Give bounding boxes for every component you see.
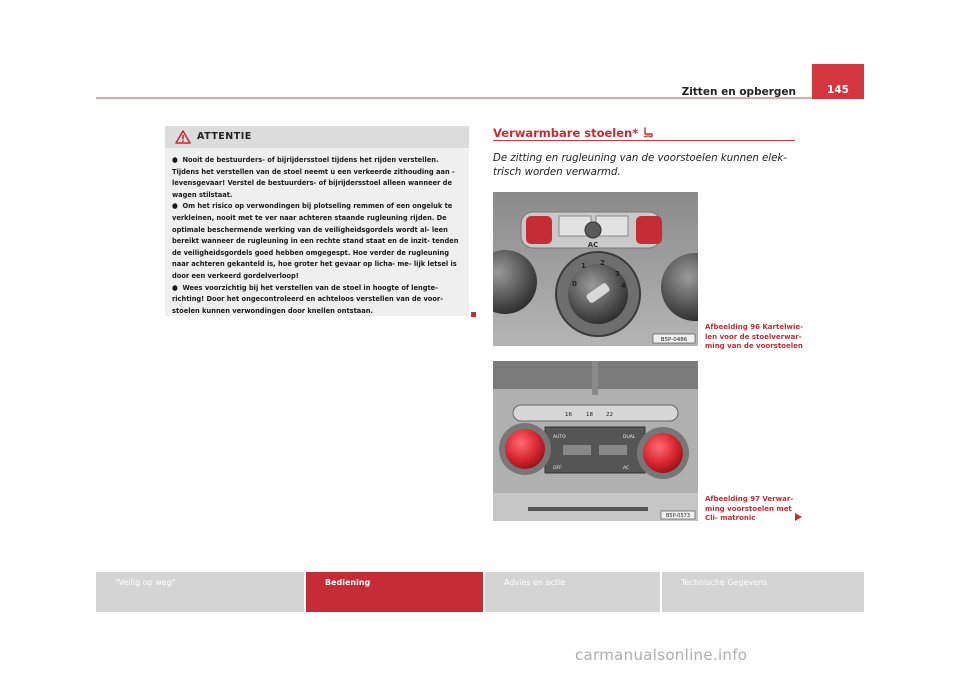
warning-body bbox=[172, 154, 464, 316]
left-seat-heating-wheel bbox=[526, 216, 552, 244]
warning-text-2: Om het risico op verwondingen bij plotseling remmen of een ongeluk te verkleinen, nooit met te ver naar achteren staande rugleuning rijden. De optimale beschermende werking van de veiligheidsgordels wordt al- leen bereikt wanneer de rugleuning in een rechte stand staat en de inzit- tenden de veiligheidsgordels goed hebben omgegespt. Hoe verder de rugleuning naar achteren gekanteld is, hoe groter het gevaar op licha- me- lijk letsel is door een verkeerd gordelverloop! bbox=[172, 201, 459, 280]
climate-button-strip bbox=[513, 405, 678, 421]
temp-label-22: 22 bbox=[606, 412, 613, 418]
right-seat-heating-wheel bbox=[636, 216, 662, 244]
warning-triangle-icon bbox=[175, 130, 191, 144]
dial-label-1: 1 bbox=[581, 262, 586, 270]
warning-text-3: Wees voorzichtig bij het verstellen van de stoel in hoogte of lengte- richting! Door het ongecontroleerd en achteloos verstellen van de voor- stoelen kunnen verwondingen door knellen ontstaan. bbox=[172, 282, 443, 315]
chapter-title: Zitten en opbergen bbox=[681, 86, 796, 98]
nav-tab-advies-en-actie[interactable] bbox=[485, 572, 660, 612]
nav-tab-technische-gegevens[interactable] bbox=[662, 572, 864, 612]
nav-tab-label: Bediening bbox=[325, 578, 371, 587]
page-number: 145 bbox=[827, 84, 849, 96]
nav-tab-label: Advies en actie bbox=[504, 578, 566, 587]
figure-climatronic bbox=[493, 361, 698, 521]
left-temp-knob bbox=[505, 429, 545, 469]
figure-caption-96: Afbeelding 96 Kartelwie- len voor de stoelverwar- ming van de voorstoelen bbox=[705, 323, 803, 351]
continue-arrow-icon bbox=[795, 513, 802, 521]
figure-code: B5P-0486 bbox=[660, 337, 688, 343]
fan-up-button bbox=[599, 445, 627, 455]
warning-title: ATTENTIE bbox=[197, 131, 252, 142]
watermark: carmanualsonline.info bbox=[575, 646, 748, 664]
temp-label-16: 16 bbox=[565, 412, 572, 418]
ac-label: AC bbox=[623, 466, 630, 471]
nav-tab-veilig-op-weg[interactable] bbox=[96, 572, 304, 612]
ac-label: AC bbox=[587, 241, 599, 249]
nav-tab-bediening[interactable] bbox=[306, 572, 483, 612]
nav-tab-label: "Veilig op weg" bbox=[115, 578, 176, 587]
section-intro: De zitting en rugleuning van de voorstoelen kunnen elek- trisch worden verwarmd. bbox=[493, 153, 787, 178]
bullet: ● bbox=[172, 155, 178, 164]
seat-heating-icon bbox=[642, 127, 654, 138]
section-rule bbox=[493, 140, 795, 141]
warning-paragraph bbox=[172, 154, 464, 200]
dial-label-0: 0 bbox=[572, 280, 577, 288]
off-label: OFF bbox=[553, 466, 562, 471]
temp-label-18: 18 bbox=[586, 412, 593, 418]
right-temp-knob bbox=[643, 433, 683, 473]
dial-label-2: 2 bbox=[600, 259, 605, 267]
warning-text-1: Nooit de bestuurders- of bijrijdersstoel tijdens het rijden verstellen. Tijdens het verstellen van de stoel neemt u een verkeerde zithouding aan - levensgevaar! Verstel de bestuurders- of bijrijdersstoel alleen wanneer de wagen stilstaat. bbox=[172, 155, 455, 199]
figure-code: B5P-0573 bbox=[665, 513, 691, 519]
figure-caption-97: Afbeelding 97 Verwar- ming voorstoelen met Cli- matronic bbox=[705, 495, 794, 523]
warning-box bbox=[165, 126, 469, 316]
dial-label-4: 4 bbox=[621, 282, 626, 290]
warning-paragraph bbox=[172, 200, 464, 281]
dial-label-3: 3 bbox=[615, 270, 620, 278]
dual-label: DUAL bbox=[623, 435, 636, 440]
nav-tab-label: Technische Gegevens bbox=[681, 578, 768, 587]
cd-slot bbox=[528, 507, 648, 511]
end-marker-square bbox=[471, 312, 476, 317]
center-knob bbox=[585, 222, 601, 238]
auto-label: AUTO bbox=[553, 435, 566, 440]
warning-paragraph bbox=[172, 282, 464, 317]
bullet: ● bbox=[172, 201, 178, 211]
section-title bbox=[493, 126, 654, 140]
bullet: ● bbox=[172, 282, 178, 292]
vent-divider bbox=[592, 361, 598, 395]
section-title-text: Verwarmbare stoelen* bbox=[493, 126, 639, 140]
fan-down-button bbox=[563, 445, 591, 455]
figure-heating-knobs bbox=[493, 192, 698, 346]
